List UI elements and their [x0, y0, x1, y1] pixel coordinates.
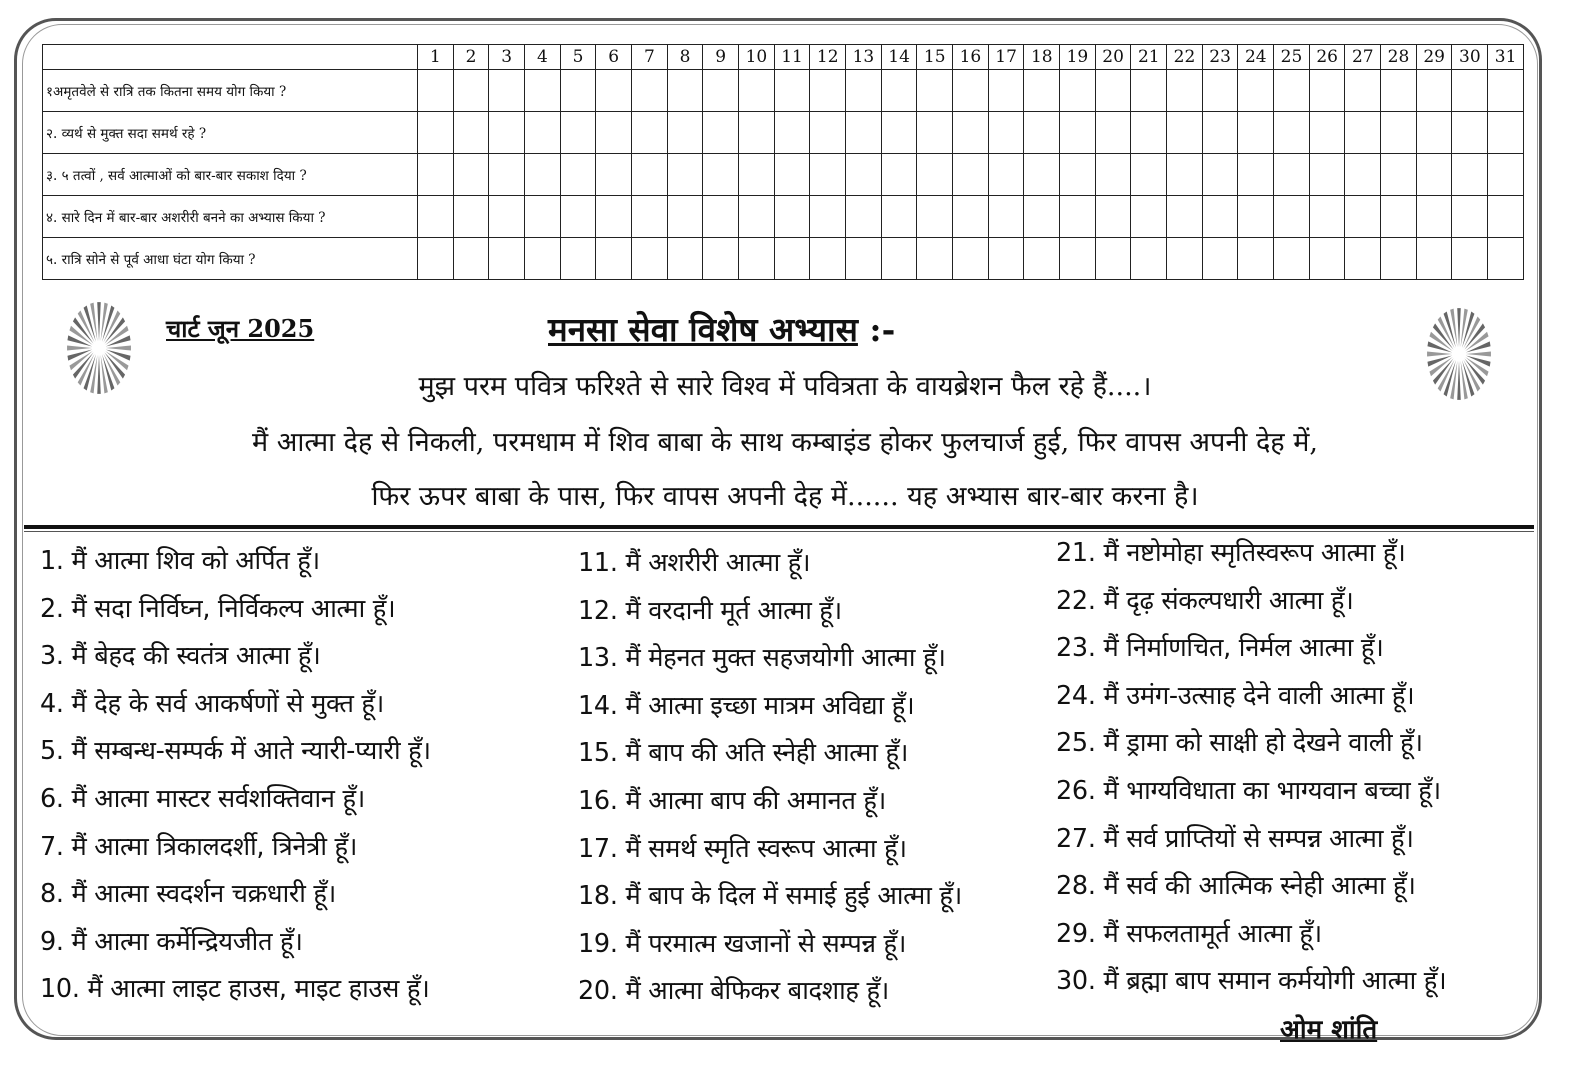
tracking-cell[interactable] [739, 70, 775, 112]
tracking-cell[interactable] [525, 70, 561, 112]
tracking-cell[interactable] [453, 70, 489, 112]
affirmation-list-2 [578, 540, 962, 1016]
tracking-cell[interactable] [988, 112, 1024, 154]
tracking-cell[interactable] [1274, 238, 1310, 280]
affirmation-item: 24. मैं उमंग-उत्साह देने वाली आत्मा हूँ। [1056, 680, 1415, 711]
tracking-cell[interactable] [774, 196, 810, 238]
tracking-cell[interactable] [917, 112, 953, 154]
tracking-cell[interactable] [1488, 238, 1524, 280]
tracking-cell[interactable] [703, 70, 739, 112]
day-header-cell: 12 [810, 45, 846, 70]
tracking-cell[interactable] [418, 154, 454, 196]
tracking-cell[interactable] [1381, 112, 1417, 154]
day-header-cell: 10 [739, 45, 775, 70]
tracking-cell[interactable] [846, 196, 882, 238]
tracking-cell[interactable] [1345, 112, 1381, 154]
affirmation-item: 8. मैं आत्मा स्वदर्शन चक्रधारी हूँ। [40, 879, 337, 910]
affirmation-item: 21. मैं नष्टोमोहा स्मृतिस्वरूप आत्मा हूँ। [1056, 538, 1406, 568]
tracking-cell[interactable] [881, 238, 917, 280]
tracking-cell[interactable] [1381, 70, 1417, 112]
affirmation-item: 2. मैं सदा निर्विघ्न, निर्विकल्प आत्मा हूँ। [40, 593, 396, 624]
tracking-cell[interactable] [953, 112, 989, 154]
page-heading [548, 306, 895, 351]
day-header-row [43, 45, 1524, 70]
day-header-cell: 23 [1202, 45, 1238, 70]
question-row [43, 238, 1524, 280]
tracking-cell[interactable] [1309, 154, 1345, 196]
affirmation-item: 20. मैं आत्मा बेफिकर बादशाह हूँ। [578, 976, 890, 1007]
tracking-cell[interactable] [810, 238, 846, 280]
tracking-cell[interactable] [1416, 154, 1452, 196]
tracking-cell[interactable] [1202, 154, 1238, 196]
affirmation-item: 23. मैं निर्माणचित, निर्मल आत्मा हूँ। [1056, 633, 1384, 664]
tracking-cell[interactable] [1131, 238, 1167, 280]
tracking-cell[interactable] [1202, 196, 1238, 238]
affirmation-item: 30. मैं ब्रह्मा बाप समान कर्मयोगी आत्मा हूँ। [1056, 966, 1447, 997]
tracking-cell[interactable] [560, 70, 596, 112]
day-header-cell: 17 [988, 45, 1024, 70]
tracking-cell[interactable] [667, 238, 703, 280]
tracking-cell[interactable] [1202, 70, 1238, 112]
day-header-cell: 18 [1024, 45, 1060, 70]
tracking-cell[interactable] [1060, 154, 1096, 196]
tracking-cell[interactable] [1309, 112, 1345, 154]
tracking-cell[interactable] [739, 196, 775, 238]
tracking-cell[interactable] [453, 238, 489, 280]
tracking-cell[interactable] [1488, 112, 1524, 154]
day-header-cell: 28 [1381, 45, 1417, 70]
day-header-cell: 16 [953, 45, 989, 70]
tracking-cell[interactable] [881, 112, 917, 154]
tracking-cell[interactable] [1345, 196, 1381, 238]
tracking-cell[interactable] [1452, 70, 1488, 112]
tracking-cell[interactable] [1202, 238, 1238, 280]
affirmation-item: 3. मैं बेहद की स्वतंत्र आत्मा हूँ। [40, 641, 321, 672]
affirmation-item: 19. मैं परमात्म खजानों से सम्पन्न हूँ। [578, 928, 907, 959]
tracking-cell[interactable] [596, 238, 632, 280]
question-label: २. व्यर्थ से मुक्त सदा समर्थ रहे ? [43, 112, 418, 154]
affirmation-item: 13. मैं मेहनत मुक्त सहजयोगी आत्मा हूँ। [578, 643, 946, 674]
heading-suffix: :- [869, 310, 896, 349]
tracking-cell[interactable] [774, 238, 810, 280]
affirmation-item: 12. मैं वरदानी मूर्त आत्मा हूँ। [578, 595, 842, 626]
question-label: ४. सारे दिन में बार-बार अशरीरी बनने का अभ्यास किया ? [43, 196, 418, 238]
practice-line-2: मैं आत्मा देह से निकली, परमधाम में शिव बाबा के साथ कम्बाइंड होकर फुलचार्ज हुई, फिर वापस अपनी देह में, [252, 427, 1318, 458]
tracking-cell[interactable] [1488, 70, 1524, 112]
affirmation-item: 10. मैं आत्मा लाइट हाउस, माइट हाउस हूँ। [40, 974, 430, 1005]
affirmation-item: 25. मैं ड्रामा को साक्षी हो देखने वाली हूँ। [1056, 728, 1423, 759]
day-header-cell: 24 [1238, 45, 1274, 70]
day-header-cell: 8 [667, 45, 703, 70]
tracking-cell[interactable] [1060, 196, 1096, 238]
tracking-cell[interactable] [1095, 196, 1131, 238]
affirmation-item: 6. मैं आत्मा मास्टर सर्वशक्तिवान हूँ। [40, 783, 366, 814]
tracking-cell[interactable] [1452, 238, 1488, 280]
tracking-cell[interactable] [418, 70, 454, 112]
tracking-cell[interactable] [1238, 112, 1274, 154]
affirmation-item: 27. मैं सर्व प्राप्तियों से सम्पन्न आत्मा हूँ। [1056, 823, 1414, 854]
tracking-cell[interactable] [1131, 112, 1167, 154]
heading-title: मनसा सेवा विशेष अभ्यास [548, 310, 858, 349]
tracking-cell[interactable] [988, 154, 1024, 196]
tracking-cell[interactable] [1238, 196, 1274, 238]
tracking-cell[interactable] [1381, 196, 1417, 238]
tracking-cell[interactable] [418, 238, 454, 280]
day-header-cell: 5 [560, 45, 596, 70]
day-header-cell: 13 [846, 45, 882, 70]
tracking-cell[interactable] [632, 70, 668, 112]
tracking-cell[interactable] [1024, 238, 1060, 280]
tracking-cell[interactable] [453, 196, 489, 238]
day-header-cell: 20 [1095, 45, 1131, 70]
tracking-cell[interactable] [596, 112, 632, 154]
tracking-cell[interactable] [1131, 70, 1167, 112]
affirmation-item: 18. मैं बाप के दिल में समाई हुई आत्मा हूँ। [578, 881, 962, 912]
tracking-cell[interactable] [1060, 112, 1096, 154]
question-row [43, 112, 1524, 154]
day-header-cell: 29 [1416, 45, 1452, 70]
tracking-cell[interactable] [1309, 238, 1345, 280]
day-header-cell: 26 [1309, 45, 1345, 70]
tracking-cell[interactable] [846, 112, 882, 154]
day-header-cell: 6 [596, 45, 632, 70]
tracking-cell[interactable] [881, 154, 917, 196]
tracking-cell[interactable] [810, 112, 846, 154]
tracking-cell[interactable] [774, 154, 810, 196]
tracking-cell[interactable] [846, 70, 882, 112]
day-header-cell: 30 [1452, 45, 1488, 70]
tracking-cell[interactable] [453, 154, 489, 196]
tracking-cell[interactable] [1095, 112, 1131, 154]
tracking-cell[interactable] [739, 112, 775, 154]
tracking-cell[interactable] [953, 196, 989, 238]
tracking-cell[interactable] [1202, 112, 1238, 154]
tracking-cell[interactable] [1345, 154, 1381, 196]
practice-line-1: मुझ परम पवित्र फरिश्ते से सारे विश्व में पवित्रता के वायब्रेशन फैल रहे हैं....। [418, 371, 1152, 402]
tracking-cell[interactable] [560, 196, 596, 238]
affirmation-item: 22. मैं दृढ़ संकल्पधारी आत्मा हूँ। [1056, 585, 1354, 616]
tracking-cell[interactable] [667, 196, 703, 238]
tracking-cell[interactable] [1024, 70, 1060, 112]
tracking-cell[interactable] [1095, 238, 1131, 280]
day-header-cell: 7 [632, 45, 668, 70]
tracking-cell[interactable] [953, 238, 989, 280]
affirmation-item: 1. मैं आत्मा शिव को अर्पित हूँ। [40, 546, 320, 576]
question-label: १अमृतवेले से रात्रि तक कितना समय योग किया ? [43, 70, 418, 112]
affirmation-item: 15. मैं बाप की अति स्नेही आत्मा हूँ। [578, 738, 909, 769]
affirmation-item: 26. मैं भाग्यविधाता का भाग्यवान बच्चा हूँ। [1056, 775, 1441, 806]
tracking-cell[interactable] [667, 112, 703, 154]
tracking-cell[interactable] [881, 70, 917, 112]
tracking-cell[interactable] [489, 154, 525, 196]
tracking-cell[interactable] [1274, 196, 1310, 238]
tracking-cell[interactable] [489, 70, 525, 112]
day-header-cell: 9 [703, 45, 739, 70]
tracking-cell[interactable] [1238, 238, 1274, 280]
tracking-cell[interactable] [1167, 154, 1203, 196]
tracking-cell[interactable] [953, 154, 989, 196]
tracking-cell[interactable] [739, 238, 775, 280]
affirmation-item: 28. मैं सर्व की आत्मिक स्नेही आत्मा हूँ। [1056, 871, 1416, 902]
tracking-cell[interactable] [418, 196, 454, 238]
tracking-cell[interactable] [774, 70, 810, 112]
tracking-cell[interactable] [1060, 70, 1096, 112]
tracking-cell[interactable] [1345, 238, 1381, 280]
tracking-cell[interactable] [1095, 154, 1131, 196]
tracking-cell[interactable] [632, 238, 668, 280]
tracking-cell[interactable] [1131, 154, 1167, 196]
tracking-cell[interactable] [1095, 70, 1131, 112]
affirmation-list-3 [1056, 530, 1446, 1006]
om-shanti-footer: ओम शांति [1280, 1015, 1378, 1045]
affirmation-item: 29. मैं सफलतामूर्त आत्मा हूँ। [1056, 918, 1322, 949]
tracking-cell[interactable] [988, 238, 1024, 280]
day-header-cell: 11 [774, 45, 810, 70]
tracking-cell[interactable] [1416, 112, 1452, 154]
tracking-cell[interactable] [632, 196, 668, 238]
tracking-cell[interactable] [1309, 196, 1345, 238]
tracking-cell[interactable] [453, 112, 489, 154]
question-label: ३. ५ तत्वों , सर्व आत्माओं को बार-बार सकाश दिया ? [43, 154, 418, 196]
question-label: ५. रात्रि सोने से पूर्व आधा घंटा योग किया ? [43, 238, 418, 280]
tracking-cell[interactable] [1238, 154, 1274, 196]
tracking-cell[interactable] [525, 154, 561, 196]
tracking-cell[interactable] [560, 238, 596, 280]
tracking-cell[interactable] [917, 154, 953, 196]
tracking-cell[interactable] [1416, 238, 1452, 280]
tracking-cell[interactable] [1452, 112, 1488, 154]
tracking-cell[interactable] [1452, 154, 1488, 196]
affirmation-item: 7. मैं आत्मा त्रिकालदर्शी, त्रिनेत्री हूँ। [40, 831, 358, 862]
tracking-cell[interactable] [596, 154, 632, 196]
tracking-cell[interactable] [1488, 154, 1524, 196]
tracking-cell[interactable] [560, 154, 596, 196]
tracking-cell[interactable] [1381, 154, 1417, 196]
tracking-cell[interactable] [1274, 154, 1310, 196]
affirmation-item: 16. मैं आत्मा बाप की अमानत हूँ। [578, 785, 886, 816]
tracking-cell[interactable] [632, 154, 668, 196]
divider [24, 525, 1534, 529]
day-header-cell: 22 [1167, 45, 1203, 70]
tracking-cell[interactable] [525, 238, 561, 280]
tracking-cell[interactable] [846, 154, 882, 196]
tracking-cell[interactable] [1167, 112, 1203, 154]
affirmation-item: 11. मैं अशरीरी आत्मा हूँ। [578, 548, 811, 578]
tracking-cell[interactable] [525, 112, 561, 154]
tracking-cell[interactable] [703, 154, 739, 196]
question-row [43, 70, 1524, 112]
tracking-cell[interactable] [667, 70, 703, 112]
chart-month-label: चार्ट जून 2025 [166, 314, 315, 343]
affirmation-item: 5. मैं सम्बन्ध-सम्पर्क में आते न्यारी-प्यारी हूँ। [40, 736, 431, 767]
tracking-cell[interactable] [917, 238, 953, 280]
tracking-cell[interactable] [1060, 238, 1096, 280]
tracking-cell[interactable] [1024, 196, 1060, 238]
tracking-cell[interactable] [1309, 70, 1345, 112]
tracking-cell[interactable] [1416, 70, 1452, 112]
practice-line-3: फिर ऊपर बाबा के पास, फिर वापस अपनी देह में...... यह अभ्यास बार-बार करना है। [371, 481, 1199, 512]
tracking-cell[interactable] [917, 196, 953, 238]
tracking-cell[interactable] [739, 154, 775, 196]
tracking-cell[interactable] [596, 70, 632, 112]
tracking-cell[interactable] [1345, 70, 1381, 112]
tracking-cell[interactable] [1381, 238, 1417, 280]
day-header-cell: 31 [1488, 45, 1524, 70]
day-header-cell: 27 [1345, 45, 1381, 70]
tracking-cell[interactable] [596, 196, 632, 238]
tracking-cell[interactable] [1167, 70, 1203, 112]
day-header-cell: 25 [1274, 45, 1310, 70]
tracking-cell[interactable] [988, 196, 1024, 238]
tracking-cell[interactable] [988, 70, 1024, 112]
tracking-cell[interactable] [703, 112, 739, 154]
tracking-cell[interactable] [1416, 196, 1452, 238]
day-header-cell: 4 [525, 45, 561, 70]
affirmation-item: 14. मैं आत्मा इच्छा मात्रम अविद्या हूँ। [578, 690, 915, 721]
daily-tracking-table [42, 44, 1524, 280]
tracking-cell[interactable] [489, 238, 525, 280]
tracking-cell[interactable] [1167, 238, 1203, 280]
tracking-cell[interactable] [418, 112, 454, 154]
tracking-cell[interactable] [810, 196, 846, 238]
day-header-cell: 2 [453, 45, 489, 70]
question-header-cell [43, 45, 418, 70]
tracking-cell[interactable] [525, 196, 561, 238]
question-row [43, 196, 1524, 238]
tracking-cell[interactable] [703, 238, 739, 280]
tracking-cell[interactable] [881, 196, 917, 238]
tracking-cell[interactable] [1274, 112, 1310, 154]
tracking-cell[interactable] [1274, 70, 1310, 112]
tracking-cell[interactable] [667, 154, 703, 196]
tracking-cell[interactable] [1024, 112, 1060, 154]
tracking-cell[interactable] [703, 196, 739, 238]
tracking-cell[interactable] [560, 112, 596, 154]
day-header-cell: 1 [418, 45, 454, 70]
affirmation-item: 4. मैं देह के सर्व आकर्षणों से मुक्त हूँ। [40, 688, 385, 719]
tracking-cell[interactable] [1488, 196, 1524, 238]
tracking-cell[interactable] [1024, 154, 1060, 196]
tracking-cell[interactable] [489, 196, 525, 238]
tracking-cell[interactable] [632, 112, 668, 154]
tracking-cell[interactable] [810, 154, 846, 196]
tracking-cell[interactable] [917, 70, 953, 112]
tracking-cell[interactable] [1238, 70, 1274, 112]
tracking-cell[interactable] [810, 70, 846, 112]
day-header-cell: 3 [489, 45, 525, 70]
day-header-cell: 14 [881, 45, 917, 70]
tracking-cell[interactable] [489, 112, 525, 154]
day-header-cell: 15 [917, 45, 953, 70]
tracking-cell[interactable] [1167, 196, 1203, 238]
affirmation-item: 17. मैं समर्थ स्मृति स्वरूप आत्मा हूँ। [578, 833, 907, 864]
question-row [43, 154, 1524, 196]
tracking-cell[interactable] [1131, 196, 1167, 238]
tracking-cell[interactable] [774, 112, 810, 154]
tracking-cell[interactable] [846, 238, 882, 280]
affirmation-item: 9. मैं आत्मा कर्मेन्द्रियजीत हूँ। [40, 926, 303, 957]
day-header-cell: 19 [1060, 45, 1096, 70]
tracking-cell[interactable] [1452, 196, 1488, 238]
day-header-cell: 21 [1131, 45, 1167, 70]
affirmation-list-1 [40, 538, 431, 1014]
tracking-cell[interactable] [953, 70, 989, 112]
